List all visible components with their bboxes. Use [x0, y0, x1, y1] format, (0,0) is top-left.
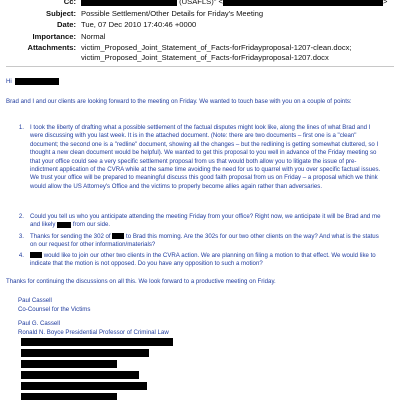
redacted-block	[223, 0, 383, 6]
importance-label: Importance:	[32, 32, 76, 41]
redacted-block	[21, 371, 139, 379]
date-value: Tue, 07 Dec 2010 17:40:46 +0000	[81, 20, 197, 29]
closing-paragraph: Thanks for continuing the discussions on all this. We look forward to a productive meeting on Friday.	[6, 278, 276, 285]
attachment-link-clean[interactable]: victim_Proposed_Joint_Statement_of_Facts-forFridayproposal-1207-clean.docx;	[81, 43, 352, 52]
signature-title: Co-Counsel for the Victims	[18, 306, 91, 313]
item-text: would like to join our other two clients in the CVRA action. We are planning on filing a motion to that effect. We would like to indicate that the motion is not opposed. Do you have any opposition to such a motion?	[30, 252, 376, 268]
attachments-label: Attachments:	[27, 43, 76, 52]
signature-name: Paul Cassell	[18, 297, 52, 304]
subject-label: Subject:	[46, 9, 76, 18]
item-number: 3.	[18, 233, 24, 240]
subject-value: Possible Settlement/Other Details for Friday's Meeting	[81, 9, 264, 18]
redacted-block	[21, 382, 147, 390]
redacted-block	[21, 360, 117, 368]
header-divider	[6, 66, 394, 67]
cc-label: Cc:	[63, 0, 76, 6]
email-header	[0, 0, 400, 62]
item-text: Could you tell us who you anticipate attending the meeting Friday from your office? Right now, we anticipate it will be Brad and me and likely from our side.	[30, 213, 381, 229]
importance-value: Normal	[81, 32, 106, 41]
item-number: 1.	[18, 124, 24, 131]
attachment-link-redline[interactable]: victim_Proposed_Joint_Statement_of_Facts-forFridayproposal-1207.docx	[81, 53, 329, 62]
intro-paragraph: Brad and I and our clients are looking forward to the meeting on Friday. We wanted to touch base with you on a couple of points:	[6, 98, 352, 105]
item-text: I took the liberty of drafting what a possible settlement of the factual disputes might look like, along the lines of what Brad and I were discussing with you last week. It is in the attached document. (Note: there are two documents – first one is a "clean" document; the second one is a "redline" document, showing all the changes – but the redlining is getting somewhat cluttered, so I thought a new clean document would be helpful). We wanted to get this proposal to you well in advance of the Friday meeting so that your office could see a very specific settlement proposal from us that would both allow you to litigate the issue of pre-indictment application of the CVRA while at the same time avoiding the need for us to quarrel with you over specific factual issues. We trust your office will be prepared to meaningful discuss this good faith proposal from us on Friday – a proposal which we think would allow the US Attorney's Office and the victims to properly become allies again rather than adversaries.	[30, 124, 381, 190]
item-number: 4.	[18, 252, 24, 259]
item-number: 2.	[18, 213, 24, 220]
redacted-block	[15, 78, 59, 85]
item-text: Thanks for sending the 302 of to Brad this morning. Are the 302s for our two other clients on the way? And what is the status on our request for other information/materials?	[30, 233, 379, 249]
greeting: Hi	[6, 78, 59, 87]
redacted-block	[21, 393, 117, 400]
redacted-block	[57, 222, 71, 228]
cc-value: (USAFLS)" <	[179, 0, 223, 6]
cc-tail: >	[382, 0, 388, 6]
redacted-block	[30, 252, 42, 258]
redacted-block	[21, 338, 173, 346]
date-label: Date:	[57, 20, 76, 29]
redacted-block	[81, 0, 177, 6]
redacted-block	[21, 349, 149, 357]
redacted-block	[112, 233, 124, 239]
signature-full-name: Paul G. Cassell	[18, 320, 60, 327]
signature-professor-title: Ronald N. Boyce Presidential Professor of Criminal Law	[18, 329, 169, 336]
